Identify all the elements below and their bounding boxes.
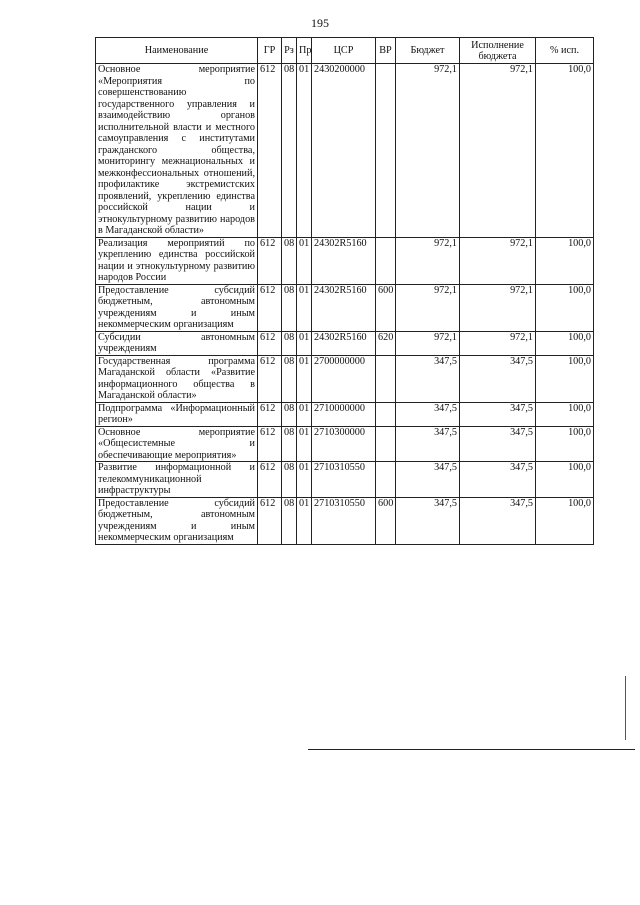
row-pr: 01 [297, 402, 312, 426]
table-row [96, 355, 594, 402]
row-gr: 612 [258, 402, 282, 426]
row-rz: 08 [282, 402, 297, 426]
budget-execution-table [95, 37, 594, 545]
row-percent: 100,0 [536, 402, 594, 426]
row-budget: 347,5 [396, 462, 460, 498]
row-rz: 08 [282, 426, 297, 462]
row-execution: 972,1 [460, 331, 536, 355]
row-pr: 01 [297, 64, 312, 238]
row-budget: 972,1 [396, 64, 460, 238]
row-gr: 612 [258, 284, 282, 331]
row-rz: 08 [282, 355, 297, 402]
row-csr: 2700000000 [312, 355, 376, 402]
page-number: 195 [311, 16, 329, 30]
table-row [96, 462, 594, 498]
row-gr: 612 [258, 64, 282, 238]
row-name: Субсидии автономным учреждениям [96, 331, 258, 355]
row-name: Государственная программа Магаданской области «Развитие информационного общества в Магаданской области» [96, 355, 258, 402]
row-execution: 347,5 [460, 355, 536, 402]
row-gr: 612 [258, 462, 282, 498]
table-row [96, 402, 594, 426]
row-gr: 612 [258, 355, 282, 402]
table-row [96, 284, 594, 331]
row-pr: 01 [297, 284, 312, 331]
row-rz: 08 [282, 331, 297, 355]
row-csr: 2710310550 [312, 497, 376, 544]
vertical-scan-mark [625, 676, 626, 740]
row-pr: 01 [297, 355, 312, 402]
row-vr: 620 [376, 331, 396, 355]
header-rz: Рз [282, 38, 297, 64]
header-name: Наименование [96, 38, 258, 64]
row-rz: 08 [282, 284, 297, 331]
row-execution: 347,5 [460, 497, 536, 544]
row-name: Основное мероприятие «Мероприятия по совершенствованию государственного управления и взаимодействию органов исполнительной власти и местного самоуправления с институтами гражданского общества, мониторингу межнациональных и межконфессиональных отношений, профилактике экстремистских проявлений, укреплению единства российской нации и этнокультурному развитию народов в Магаданской области» [96, 64, 258, 238]
row-vr [376, 64, 396, 238]
row-gr: 612 [258, 497, 282, 544]
row-pr: 01 [297, 462, 312, 498]
header-csr: ЦСР [312, 38, 376, 64]
row-pr: 01 [297, 331, 312, 355]
row-execution: 972,1 [460, 237, 536, 284]
row-percent: 100,0 [536, 331, 594, 355]
row-vr [376, 426, 396, 462]
row-vr [376, 462, 396, 498]
row-budget: 972,1 [396, 331, 460, 355]
header-percent: % исп. [536, 38, 594, 64]
row-execution: 347,5 [460, 402, 536, 426]
header-pr: Пр [297, 38, 312, 64]
row-budget: 347,5 [396, 497, 460, 544]
table-header-row [96, 38, 594, 64]
row-name: Развитие информационной и телекоммуникационной инфраструктуры [96, 462, 258, 498]
row-gr: 612 [258, 237, 282, 284]
row-execution: 347,5 [460, 426, 536, 462]
row-budget: 347,5 [396, 426, 460, 462]
header-budget: Бюджет [396, 38, 460, 64]
row-name: Предоставление субсидий бюджетным, автономным учреждениям и иным некоммерческим организациям [96, 284, 258, 331]
header-execution: Исполнение бюджета [460, 38, 536, 64]
row-csr: 2710310550 [312, 462, 376, 498]
row-vr: 600 [376, 284, 396, 331]
row-budget: 347,5 [396, 402, 460, 426]
row-execution: 972,1 [460, 64, 536, 238]
header-gr: ГР [258, 38, 282, 64]
row-vr: 600 [376, 497, 396, 544]
row-vr [376, 237, 396, 284]
row-percent: 100,0 [536, 64, 594, 238]
row-csr: 24302R5160 [312, 284, 376, 331]
horizontal-rule [308, 749, 635, 750]
table-row [96, 331, 594, 355]
row-rz: 08 [282, 462, 297, 498]
row-percent: 100,0 [536, 462, 594, 498]
row-csr: 2710000000 [312, 402, 376, 426]
row-pr: 01 [297, 237, 312, 284]
table-row [96, 64, 594, 238]
row-name: Предоставление субсидий бюджетным, автономным учреждениям и иным некоммерческим организациям [96, 497, 258, 544]
row-budget: 347,5 [396, 355, 460, 402]
row-percent: 100,0 [536, 497, 594, 544]
row-rz: 08 [282, 497, 297, 544]
row-name: Подпрограмма «Информационный регион» [96, 402, 258, 426]
row-percent: 100,0 [536, 355, 594, 402]
table-row [96, 237, 594, 284]
row-name: Основное мероприятие «Общесистемные и обеспечивающие мероприятия» [96, 426, 258, 462]
row-csr: 2710300000 [312, 426, 376, 462]
row-budget: 972,1 [396, 284, 460, 331]
header-vr: ВР [376, 38, 396, 64]
row-budget: 972,1 [396, 237, 460, 284]
row-vr [376, 355, 396, 402]
row-percent: 100,0 [536, 284, 594, 331]
row-percent: 100,0 [536, 237, 594, 284]
row-vr [376, 402, 396, 426]
row-rz: 08 [282, 237, 297, 284]
row-percent: 100,0 [536, 426, 594, 462]
row-gr: 612 [258, 331, 282, 355]
table-row [96, 426, 594, 462]
row-rz: 08 [282, 64, 297, 238]
row-csr: 24302R5160 [312, 237, 376, 284]
row-pr: 01 [297, 497, 312, 544]
row-pr: 01 [297, 426, 312, 462]
row-execution: 972,1 [460, 284, 536, 331]
table-row [96, 497, 594, 544]
row-csr: 2430200000 [312, 64, 376, 238]
row-execution: 347,5 [460, 462, 536, 498]
row-gr: 612 [258, 426, 282, 462]
row-name: Реализация мероприятий по укреплению единства российской нации и этнокультурному развитию народов России [96, 237, 258, 284]
row-csr: 24302R5160 [312, 331, 376, 355]
